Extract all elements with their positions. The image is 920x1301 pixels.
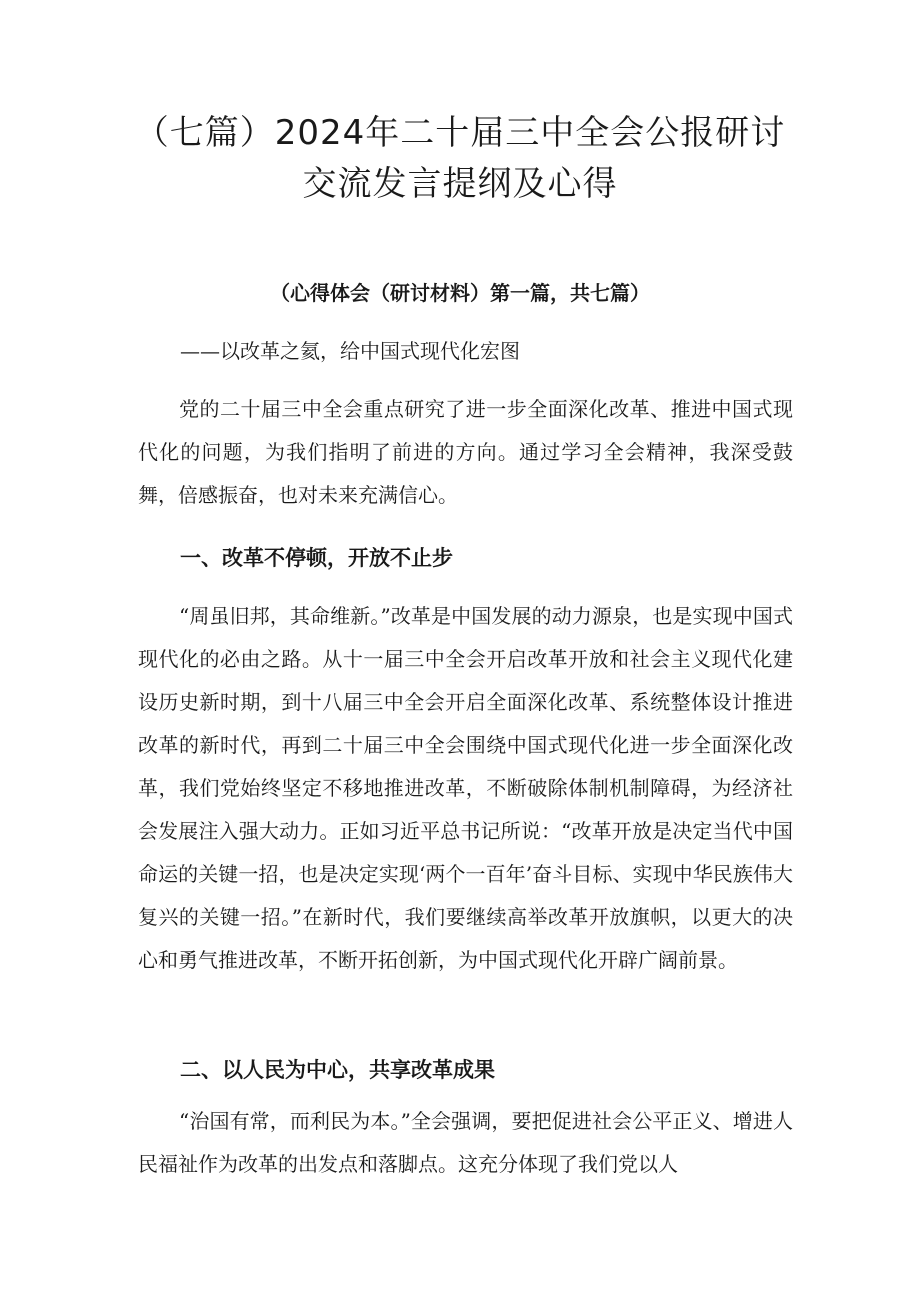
document-title-line-2: 交流发言提纲及心得: [302, 164, 618, 204]
document-subheading: （心得体会（研讨材料）第一篇，共七篇）: [270, 281, 650, 305]
intro-paragraph: 党的二十届三中全会重点研究了进一步全面深化改革、推进中国式现代化的问题，为我们指明了前进的方向。通过学习全会精神，我深受鼓舞，倍感振奋，也对未来充满信心。: [138, 397, 793, 507]
document-subtitle: ——以改革之氦，给中国式现代化宏图: [180, 339, 520, 363]
section-2-paragraph: “治国有常，而利民为本。”全会强调，要把促进社会公平正义、增进人民福祉作为改革的出发点和落脚点。这充分体现了我们党以人: [138, 1109, 793, 1176]
document-title-line-1: （七篇）2024年二十届三中全会公报研讨: [134, 113, 786, 153]
section-1-paragraph: “周虽旧邦，其命维新。”改革是中国发展的动力源泉，也是实现中国式现代化的必由之路。从十一届三中全会开启改革开放和社会主义现代化建设历史新时期，到十八届三中全会开启全面深化改革、系统整体设计推进改革的新时代，再到二十届三中全会围绕中国式现代化进一步全面深化改革，我们党始终坚定不移地推进改革，不断破除体制机制障碍，为经济社会发展注入强大动力。正如习近平总书记所说：“改革开放是决定当代中国命运的关键一招，也是决定实现‘两个一百年’奋斗目标、实现中华民族伟大复兴的关键一招。”在新时代，我们要继续高举改革开放旗帜，以更大的决心和勇气推进改革，不断开拓创新，为中国式现代化开辟广阔前景。: [138, 604, 793, 972]
section-2-heading: 二、以人民为中心，共享改革成果: [180, 1058, 495, 1082]
section-1-heading: 一、改革不停顿，开放不止步: [180, 546, 453, 570]
